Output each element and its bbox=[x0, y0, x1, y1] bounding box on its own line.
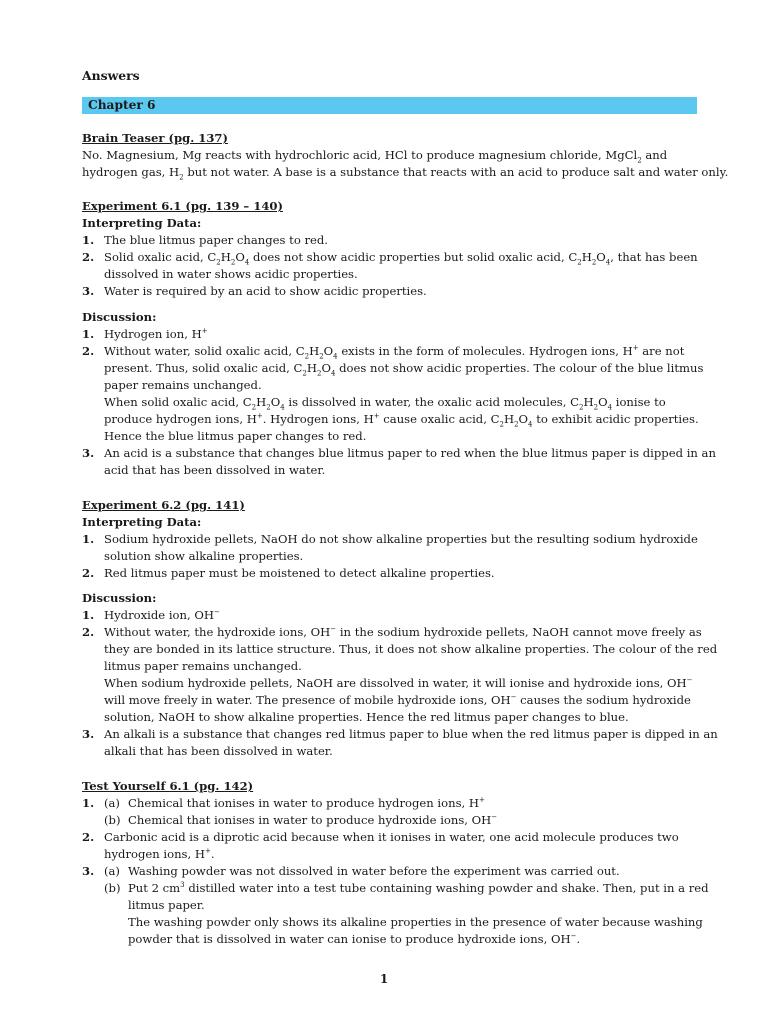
experiment-6-2-section bbox=[82, 497, 697, 582]
brain-teaser-heading: Brain Teaser (pg. 137) bbox=[82, 131, 228, 145]
list-item-continuation: alkali that has been dissolved in water. bbox=[104, 744, 333, 758]
list-item: 1. Sodium hydroxide pellets, NaOH do not show alkaline properties but the resulting sodium hydroxide bbox=[82, 532, 698, 546]
list-item-continuation: paper remains unchanged. bbox=[104, 378, 262, 392]
experiment-6-1-section bbox=[82, 198, 697, 300]
list-item: 1. Hydroxide ion, OH− bbox=[82, 608, 220, 622]
list-item-continuation: powder that is dissolved in water can ionise to produce hydroxide ions, OH−. bbox=[128, 932, 581, 946]
list-item: 3. An alkali is a substance that changes red litmus paper to blue when the red litmus paper is dipped in an bbox=[82, 727, 718, 741]
interpreting-data-heading: Interpreting Data: bbox=[82, 515, 202, 529]
list-item-continuation: they are bonded in its lattice structure. Thus, it does not show alkaline properties. The colour of the red bbox=[104, 642, 718, 656]
experiment-6-1-heading: Experiment 6.1 (pg. 139 – 140) bbox=[82, 199, 283, 213]
experiment-6-2-discussion bbox=[82, 590, 718, 760]
list-item-continuation: solution show alkaline properties. bbox=[104, 549, 304, 563]
list-item-continuation: produce hydrogen ions, H+. Hydrogen ions, H+ cause oxalic acid, $C_2H_2O_4$ to exhibit acidic properties. bbox=[104, 412, 699, 429]
list-item: 2. Without water, the hydroxide ions, OH− in the sodium hydroxide pellets, NaOH cannot move freely as bbox=[82, 625, 702, 639]
list-item-continuation: (b) Put 2 $cm^3$ distilled water into a test tube containing washing powder and shake. Then, put in a red bbox=[104, 881, 709, 895]
list-item-continuation: acid that has been dissolved in water. bbox=[104, 463, 326, 477]
chapter-title: Chapter 6 bbox=[88, 98, 156, 112]
list-item: 1. (a) Chemical that ionises in water to produce hydrogen ions, H+ bbox=[82, 796, 485, 810]
chapter-banner bbox=[82, 97, 697, 114]
experiment-6-1-discussion bbox=[82, 309, 716, 479]
list-item-continuation: When sodium hydroxide pellets, NaOH are dissolved in water, it will ionise and hydroxide ions, OH− bbox=[104, 676, 693, 690]
list-item-continuation: (b) Chemical that ionises in water to produce hydroxide ions, OH− bbox=[104, 813, 498, 827]
list-item: 3. (a) Washing powder was not dissolved in water before the experiment was carried out. bbox=[82, 864, 620, 878]
discussion-heading: Discussion: bbox=[82, 591, 157, 605]
list-item: 2. Carbonic acid is a diprotic acid because when it ionises in water, one acid molecule produces two bbox=[82, 830, 679, 844]
list-item: 3. An acid is a substance that changes blue litmus paper to red when the blue litmus paper is dipped in an bbox=[82, 446, 716, 460]
list-item: 2. Solid oxalic acid, $C_2H_2O_4$ does not show acidic properties but solid oxalic acid, $C_2H_2O_4$, that has been bbox=[82, 250, 698, 267]
interpreting-data-heading: Interpreting Data: bbox=[82, 216, 202, 230]
list-item-continuation: litmus paper. bbox=[128, 898, 205, 912]
list-item-continuation: will move freely in water. The presence of mobile hydroxide ions, OH− causes the sodium hydroxide bbox=[104, 693, 691, 707]
page-number: 1 bbox=[379, 972, 389, 986]
brain-teaser-line-1: No. Magnesium, Mg reacts with hydrochloric acid, HCl to produce magnesium chloride, MgCl$_2$ and bbox=[82, 148, 668, 165]
page-title: Answers bbox=[82, 68, 140, 83]
list-item-continuation: The washing powder only shows its alkaline properties in the presence of water because washing bbox=[128, 915, 703, 929]
experiment-6-2-heading: Experiment 6.2 (pg. 141) bbox=[82, 498, 245, 512]
brain-teaser-line-2: hydrogen gas, $H_2$ but not water. A base is a substance that reacts with an acid to produce salt and water only. bbox=[82, 165, 729, 182]
list-item-continuation: Hence the blue litmus paper changes to red. bbox=[104, 429, 367, 443]
list-item: 2. Without water, solid oxalic acid, $C_2H_2O_4$ exists in the form of molecules. Hydrogen ions, H+ are not bbox=[82, 344, 685, 361]
brain-teaser-section bbox=[82, 130, 729, 182]
list-item-continuation: dissolved in water shows acidic properties. bbox=[104, 267, 358, 281]
discussion-heading: Discussion: bbox=[82, 310, 157, 324]
list-item-continuation: solution, NaOH to show alkaline properties. Hence the red litmus paper changes to blue. bbox=[104, 710, 629, 724]
test-yourself-heading: Test Yourself 6.1 (pg. 142) bbox=[82, 779, 254, 793]
list-item: 1. The blue litmus paper changes to red. bbox=[82, 233, 328, 247]
list-item: 2. Red litmus paper must be moistened to detect alkaline properties. bbox=[82, 566, 495, 580]
list-item: 1. Hydrogen ion, H+ bbox=[82, 327, 208, 341]
test-yourself-6-1-section bbox=[82, 778, 709, 948]
list-item-continuation: litmus paper remains unchanged. bbox=[104, 659, 302, 673]
list-item: 3. Water is required by an acid to show acidic properties. bbox=[82, 284, 427, 298]
list-item-continuation: When solid oxalic acid, $C_2H_2O_4$ is dissolved in water, the oxalic acid molecules, $C_2H_2O_4$ ionise to bbox=[104, 395, 666, 412]
list-item-continuation: hydrogen ions, H+. bbox=[104, 847, 215, 861]
list-item-continuation: present. Thus, solid oxalic acid, $C_2H_2O_4$ does not show acidic properties. The colour of the blue litmus bbox=[104, 361, 704, 378]
